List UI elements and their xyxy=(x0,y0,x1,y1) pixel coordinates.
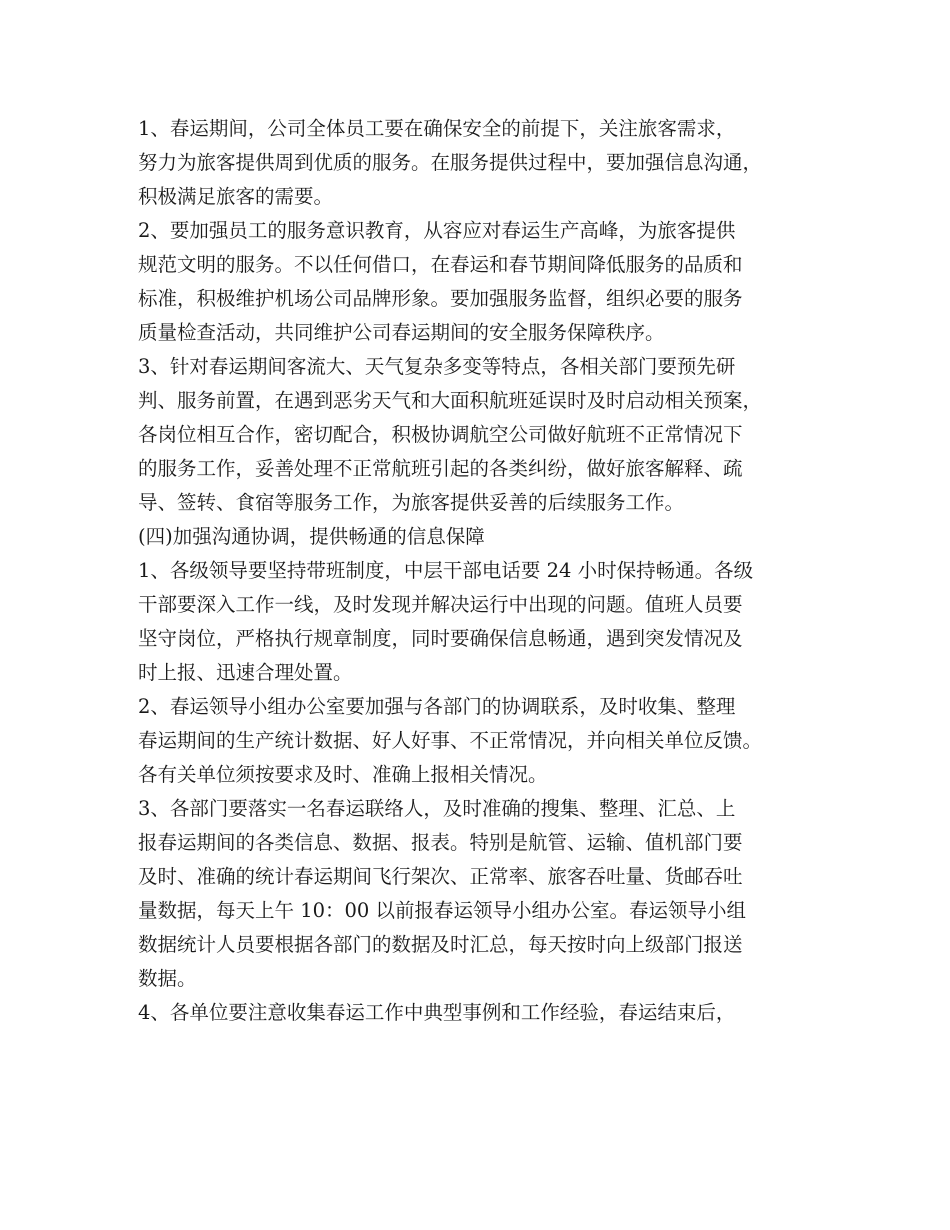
text-line: (四)加强沟通协调，提供畅通的信息保障 xyxy=(138,525,485,548)
text-line: 判、服务前置，在遇到恶劣天气和大面积航班延误时及时启动相关预案， xyxy=(138,389,763,412)
text-line: 各岗位相互合作，密切配合，积极协调航空公司做好航班不正常情况下 xyxy=(138,423,743,446)
text-line: 1、各级领导要坚持带班制度，中层干部电话要 24 小时保持畅通。各级 xyxy=(138,559,754,582)
text-line: 报春运期间的各类信息、数据、报表。特别是航管、运输、值机部门要 xyxy=(138,831,743,854)
paragraph-6 xyxy=(138,792,828,996)
text-line: 积极满足旅客的需要。 xyxy=(138,185,334,208)
text-line: 干部要深入工作一线，及时发现并解决运行中出现的问题。值班人员要 xyxy=(138,593,743,616)
text-line: 数据。 xyxy=(138,967,197,990)
text-line: 努力为旅客提供周到优质的服务。在服务提供过程中，要加强信息沟通， xyxy=(138,151,763,174)
text-line: 导、签转、食宿等服务工作，为旅客提供妥善的后续服务工作。 xyxy=(138,491,685,514)
document-body xyxy=(138,112,828,1030)
text-line: 3、针对春运期间客流大、天气复杂多变等特点，各相关部门要预先研 xyxy=(138,355,736,378)
text-line: 坚守岗位，严格执行规章制度，同时要确保信息畅通，遇到突发情况及 xyxy=(138,627,743,650)
text-line: 数据统计人员要根据各部门的数据及时汇总，每天按时向上级部门报送 xyxy=(138,933,743,956)
text-line: 量数据，每天上午 10：00 以前报春运领导小组办公室。春运领导小组 xyxy=(138,899,747,922)
text-line: 2、要加强员工的服务意识教育，从容应对春运生产高峰，为旅客提供 xyxy=(138,219,736,242)
paragraph-7 xyxy=(138,996,828,1030)
text-line: 3、各部门要落实一名春运联络人，及时准确的搜集、整理、汇总、上 xyxy=(138,797,736,820)
paragraph-5 xyxy=(138,690,828,792)
text-line: 时上报、迅速合理处置。 xyxy=(138,661,353,684)
text-line: 标准，积极维护机场公司品牌形象。要加强服务监督，组织必要的服务 xyxy=(138,287,743,310)
paragraph-2 xyxy=(138,214,828,350)
text-line: 1、春运期间，公司全体员工要在确保安全的前提下，关注旅客需求， xyxy=(138,117,736,140)
text-line: 4、各单位要注意收集春运工作中典型事例和工作经验，春运结束后， xyxy=(138,1001,736,1024)
text-line: 及时、准确的统计春运期间飞行架次、正常率、旅客吞吐量、货邮吞吐 xyxy=(138,865,743,888)
paragraph-4 xyxy=(138,554,828,690)
text-line: 各有关单位须按要求及时、准确上报相关情况。 xyxy=(138,763,548,786)
text-line: 规范文明的服务。不以任何借口，在春运和春节期间降低服务的品质和 xyxy=(138,253,743,276)
paragraph-1 xyxy=(138,112,828,214)
paragraph-3 xyxy=(138,350,828,520)
text-line: 的服务工作，妥善处理不正常航班引起的各类纠纷，做好旅客解释、疏 xyxy=(138,457,743,480)
text-line: 质量检查活动，共同维护公司春运期间的安全服务保障秩序。 xyxy=(138,321,665,344)
section-heading xyxy=(138,520,828,554)
text-line: 春运期间的生产统计数据、好人好事、不正常情况，并向相关单位反馈。 xyxy=(138,729,763,752)
text-line: 2、春运领导小组办公室要加强与各部门的协调联系，及时收集、整理 xyxy=(138,695,736,718)
